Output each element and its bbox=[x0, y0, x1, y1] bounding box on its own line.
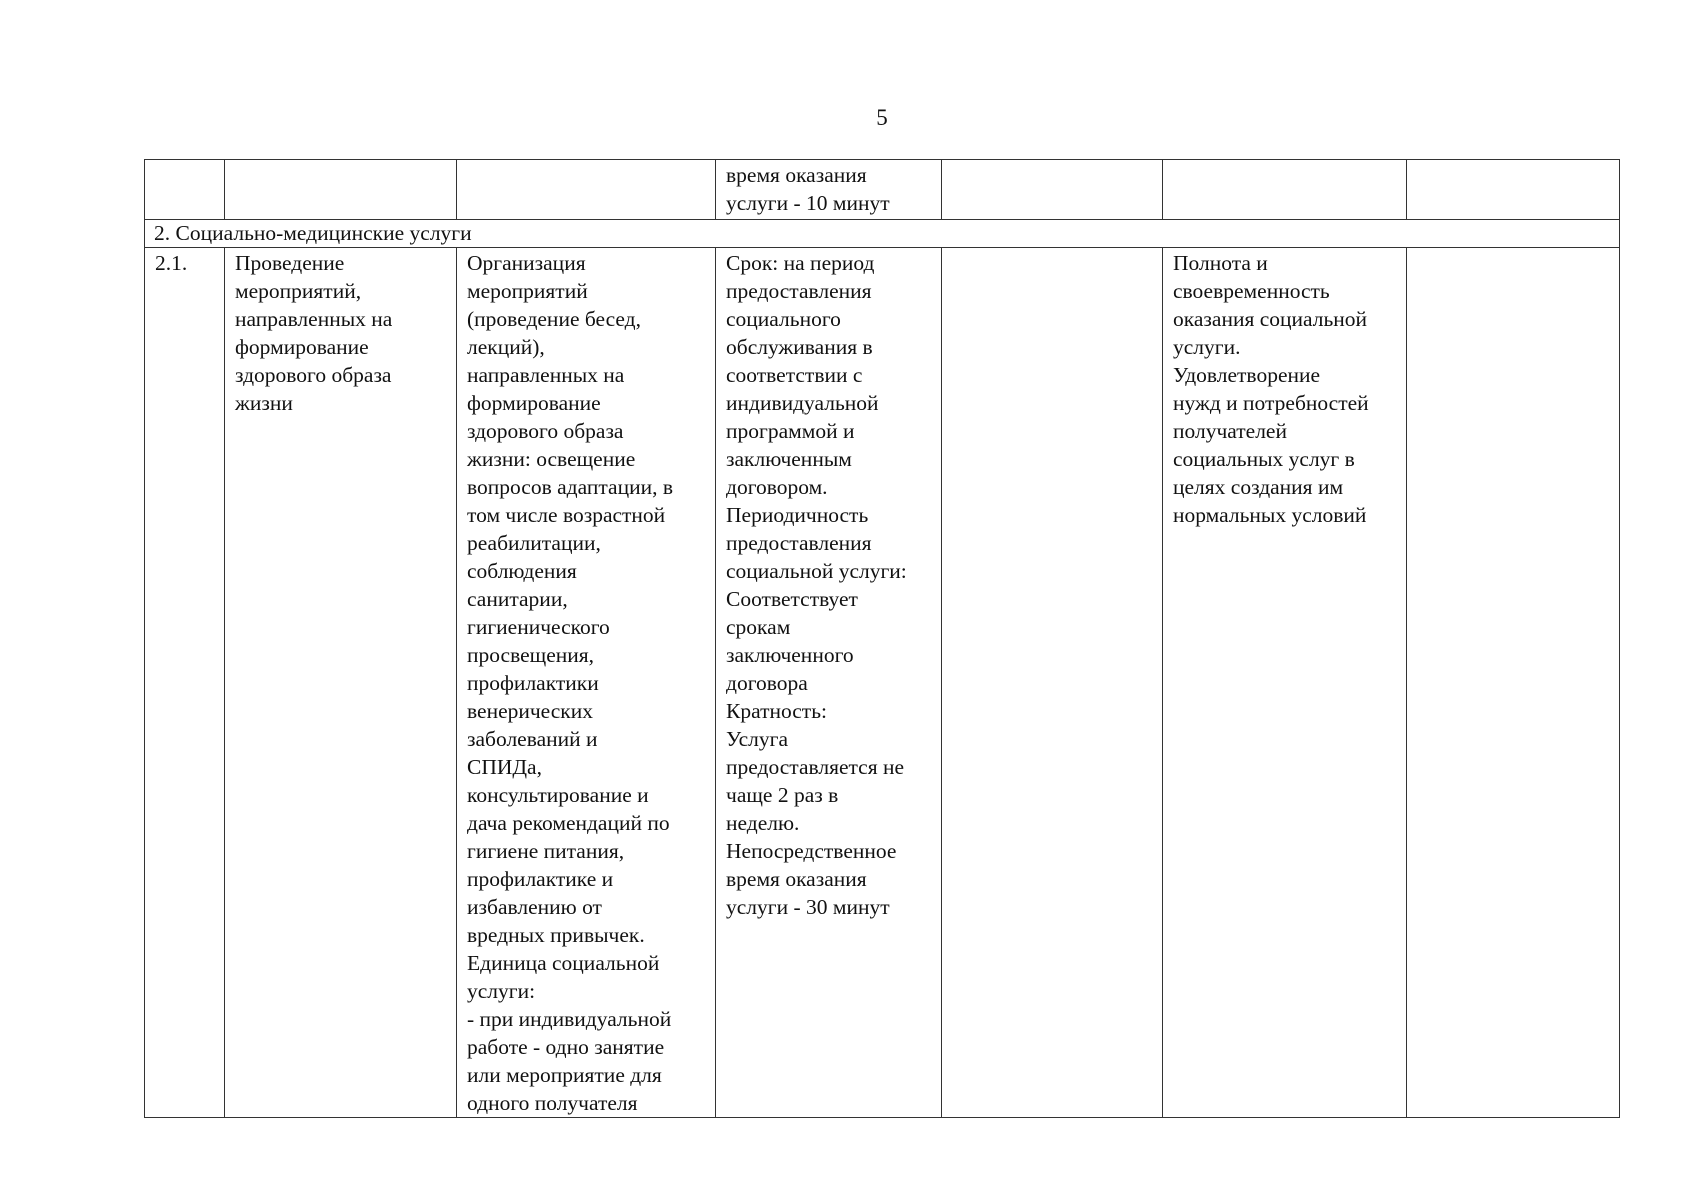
service-terms: Срок: на период предоставления социального обслуживания в соответствии с индивидуальной программой и заключенным договором. Периодичность предоставления социальной услуги: Соответствует срокам заключенного договора Кратность: Услуга предоставляется не чаще 2 раз в неделю. Непосредственное время оказания услуги - 30 минут bbox=[716, 248, 942, 1118]
table-cell bbox=[225, 160, 457, 220]
table-cell bbox=[1407, 160, 1620, 220]
service-description: Организация мероприятий (проведение бесед, лекций), направленных на формирование здорового образа жизни: освещение вопросов адаптации, в том числе возрастной реабилитации, соблюдения санитарии, гигиенического просвещения, профилактики венерических заболеваний и СПИДа, консультирование и дача рекомендаций по гигиене питания, профилактике и избавлению от вредных привычек. Единица социальной услуги: - при индивидуальной работе - одно занятие или мероприятие для одного получателя bbox=[457, 248, 716, 1118]
table-cell bbox=[457, 160, 716, 220]
service-number: 2.1. bbox=[145, 248, 225, 1118]
section-title: 2. Социально-медицинские услуги bbox=[145, 220, 1620, 248]
table-row-continuation bbox=[145, 160, 1620, 220]
table-cell: время оказания услуги - 10 минут bbox=[716, 160, 942, 220]
table-cell bbox=[942, 160, 1163, 220]
page-number: 5 bbox=[876, 105, 888, 130]
service-name: Проведение мероприятий, направленных на формирование здорового образа жизни bbox=[225, 248, 457, 1118]
table-cell bbox=[145, 160, 225, 220]
services-table bbox=[144, 159, 1620, 1118]
service-col7 bbox=[1407, 248, 1620, 1118]
service-quality: Полнота и своевременность оказания социальной услуги. Удовлетворение нужд и потребностей получателей социальных услуг в целях создания им нормальных условий bbox=[1163, 248, 1407, 1118]
service-col5 bbox=[942, 248, 1163, 1118]
table-cell bbox=[1163, 160, 1407, 220]
table-row-service bbox=[145, 248, 1620, 1118]
table-row-section bbox=[145, 220, 1620, 248]
